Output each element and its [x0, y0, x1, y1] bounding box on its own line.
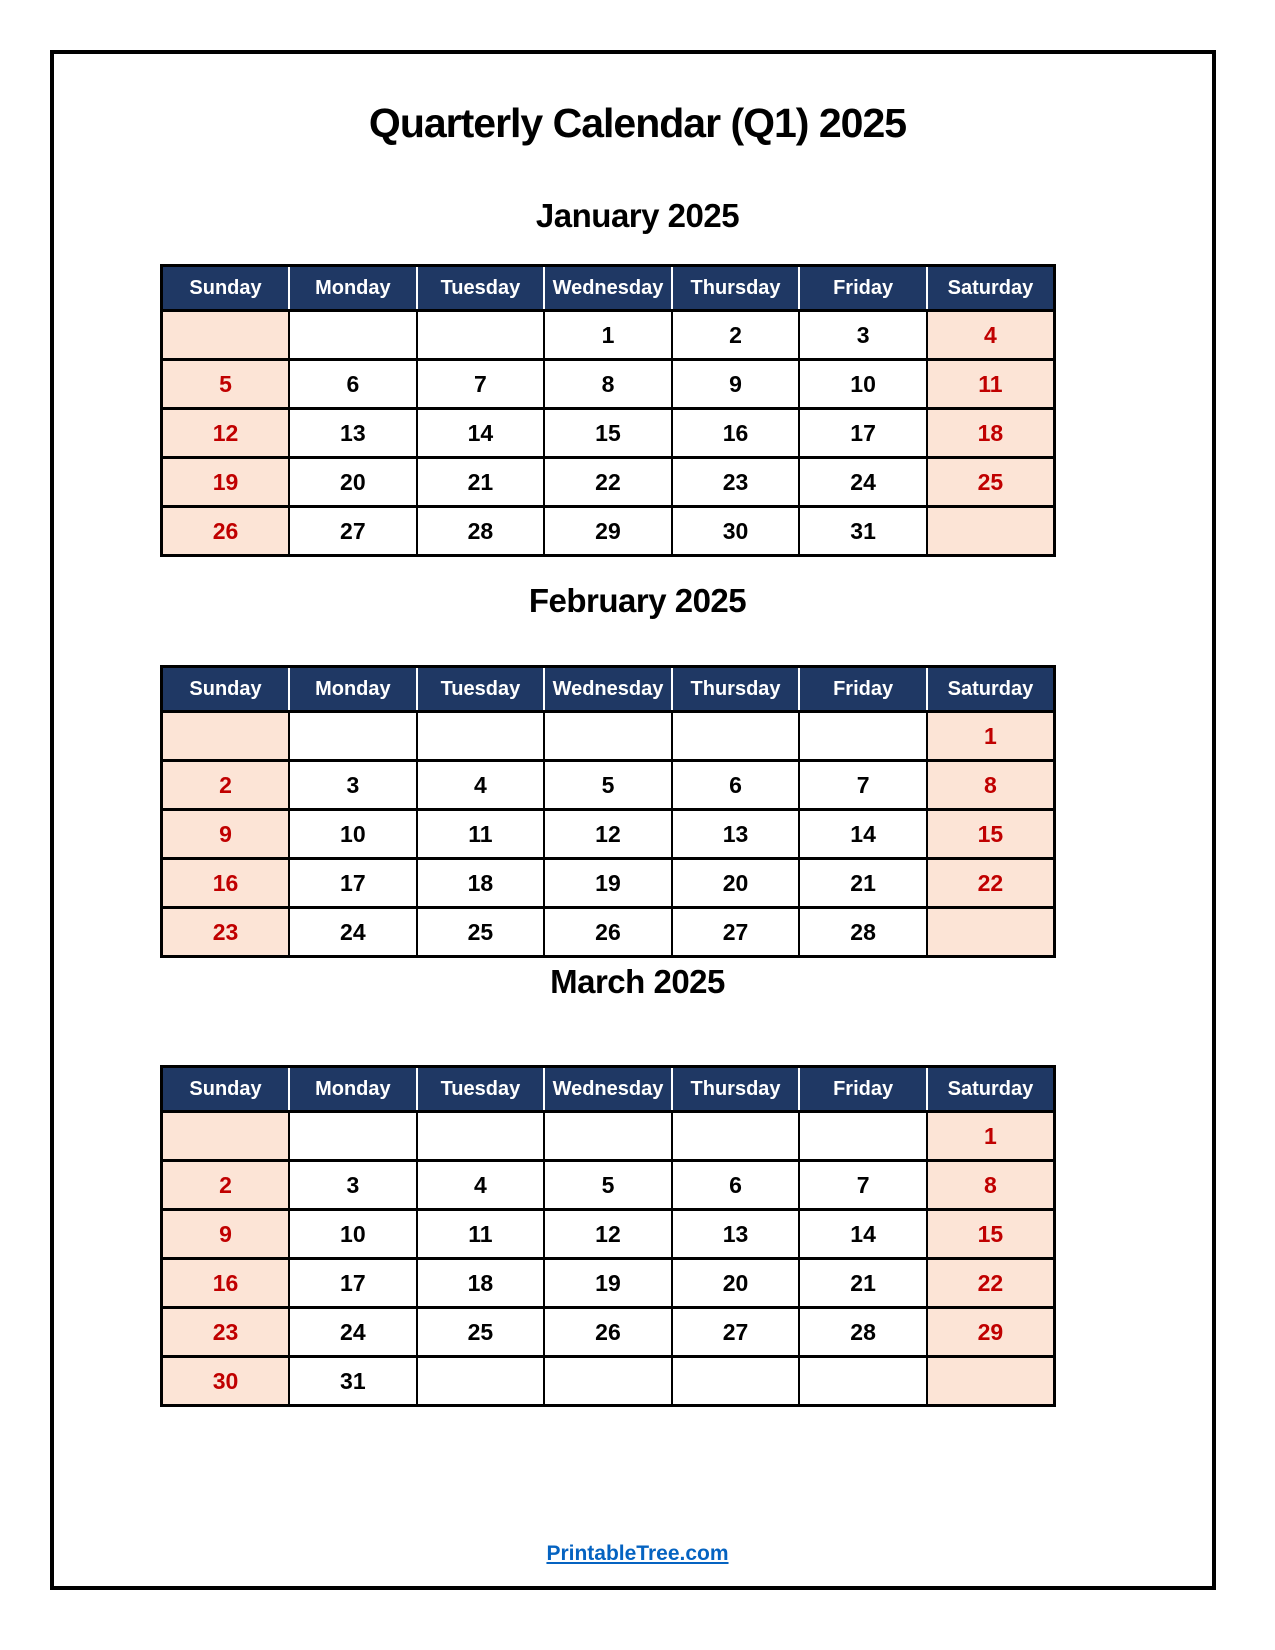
day-cell: 24	[799, 458, 927, 507]
day-cell-empty	[417, 712, 545, 761]
weekday-header-cell: Wednesday	[544, 667, 672, 712]
day-cell: 7	[799, 761, 927, 810]
day-cell: 29	[927, 1308, 1055, 1357]
weekday-header-cell: Thursday	[672, 266, 800, 311]
day-cell: 18	[417, 859, 545, 908]
calendar-week-row	[162, 1112, 1055, 1161]
weekday-header-cell: Tuesday	[417, 667, 545, 712]
day-cell: 27	[672, 1308, 800, 1357]
weekday-header-cell: Saturday	[927, 667, 1055, 712]
day-cell: 8	[544, 360, 672, 409]
month-calendar-table	[160, 1065, 1056, 1407]
calendar-week-row	[162, 1161, 1055, 1210]
day-cell-empty	[162, 1112, 290, 1161]
day-cell-empty	[162, 311, 290, 360]
day-cell: 21	[799, 859, 927, 908]
day-cell: 26	[162, 507, 290, 556]
calendar-week-row	[162, 908, 1055, 957]
day-cell-empty	[289, 1112, 417, 1161]
day-cell: 6	[672, 1161, 800, 1210]
weekday-header-cell: Sunday	[162, 266, 290, 311]
weekday-header-cell: Sunday	[162, 1067, 290, 1112]
calendar-week-row	[162, 712, 1055, 761]
day-cell: 26	[544, 908, 672, 957]
weekday-header-cell: Wednesday	[544, 1067, 672, 1112]
day-cell: 15	[927, 1210, 1055, 1259]
day-cell: 11	[417, 810, 545, 859]
weekday-header-cell: Friday	[799, 266, 927, 311]
day-cell: 2	[672, 311, 800, 360]
calendar-week-row	[162, 458, 1055, 507]
weekday-header-row	[162, 667, 1055, 712]
day-cell: 17	[289, 859, 417, 908]
day-cell: 14	[417, 409, 545, 458]
weekday-header-cell: Friday	[799, 1067, 927, 1112]
day-cell: 31	[799, 507, 927, 556]
day-cell: 17	[289, 1259, 417, 1308]
weekday-header-cell: Monday	[289, 266, 417, 311]
day-cell: 20	[672, 859, 800, 908]
day-cell: 3	[289, 761, 417, 810]
day-cell: 7	[417, 360, 545, 409]
day-cell: 20	[672, 1259, 800, 1308]
weekday-header-cell: Monday	[289, 667, 417, 712]
day-cell-empty	[417, 311, 545, 360]
day-cell: 7	[799, 1161, 927, 1210]
month-title: February 2025	[528, 582, 747, 619]
page-title: Quarterly Calendar (Q1) 2025	[368, 100, 907, 146]
day-cell: 24	[289, 1308, 417, 1357]
calendar-week-row	[162, 311, 1055, 360]
day-cell: 22	[927, 859, 1055, 908]
day-cell: 3	[799, 311, 927, 360]
day-cell-empty	[927, 1357, 1055, 1406]
calendar-week-row	[162, 1357, 1055, 1406]
day-cell: 27	[289, 507, 417, 556]
day-cell: 8	[927, 1161, 1055, 1210]
day-cell-empty	[672, 1357, 800, 1406]
day-cell-empty	[799, 1112, 927, 1161]
day-cell-empty	[799, 712, 927, 761]
weekday-header-row	[162, 266, 1055, 311]
day-cell: 2	[162, 761, 290, 810]
day-cell: 1	[927, 1112, 1055, 1161]
day-cell: 10	[289, 810, 417, 859]
weekday-header-row	[162, 1067, 1055, 1112]
day-cell: 5	[544, 761, 672, 810]
day-cell-empty	[417, 1112, 545, 1161]
day-cell: 9	[672, 360, 800, 409]
day-cell-empty	[162, 712, 290, 761]
day-cell: 19	[162, 458, 290, 507]
day-cell: 14	[799, 1210, 927, 1259]
day-cell: 16	[162, 1259, 290, 1308]
day-cell: 24	[289, 908, 417, 957]
day-cell: 16	[672, 409, 800, 458]
day-cell: 1	[544, 311, 672, 360]
day-cell: 9	[162, 810, 290, 859]
calendar-week-row	[162, 810, 1055, 859]
footer	[0, 1542, 1275, 1566]
weekday-header-cell: Tuesday	[417, 1067, 545, 1112]
day-cell: 4	[417, 1161, 545, 1210]
weekday-header-cell: Sunday	[162, 667, 290, 712]
day-cell: 31	[289, 1357, 417, 1406]
day-cell: 3	[289, 1161, 417, 1210]
day-cell: 10	[799, 360, 927, 409]
day-cell: 12	[544, 1210, 672, 1259]
day-cell-empty	[289, 311, 417, 360]
day-cell: 9	[162, 1210, 290, 1259]
month-title: January 2025	[535, 197, 740, 234]
day-cell: 6	[672, 761, 800, 810]
month-calendar-table	[160, 665, 1056, 958]
calendar-week-row	[162, 507, 1055, 556]
weekday-header-cell: Saturday	[927, 1067, 1055, 1112]
day-cell-empty	[927, 908, 1055, 957]
day-cell-empty	[927, 507, 1055, 556]
day-cell-empty	[672, 712, 800, 761]
day-cell: 15	[544, 409, 672, 458]
day-cell: 18	[417, 1259, 545, 1308]
day-cell: 30	[162, 1357, 290, 1406]
calendar-week-row	[162, 1308, 1055, 1357]
day-cell: 5	[162, 360, 290, 409]
day-cell: 13	[672, 1210, 800, 1259]
day-cell-empty	[544, 1112, 672, 1161]
day-cell: 12	[544, 810, 672, 859]
day-cell: 22	[927, 1259, 1055, 1308]
day-cell: 25	[417, 908, 545, 957]
day-cell: 22	[544, 458, 672, 507]
weekday-header-cell: Wednesday	[544, 266, 672, 311]
day-cell: 23	[672, 458, 800, 507]
calendar-week-row	[162, 1259, 1055, 1308]
weekday-header-cell: Thursday	[672, 667, 800, 712]
day-cell: 17	[799, 409, 927, 458]
day-cell: 19	[544, 859, 672, 908]
day-cell: 11	[927, 360, 1055, 409]
day-cell: 21	[417, 458, 545, 507]
day-cell: 11	[417, 1210, 545, 1259]
day-cell: 23	[162, 1308, 290, 1357]
day-cell-empty	[544, 712, 672, 761]
calendar-week-row	[162, 360, 1055, 409]
calendar-week-row	[162, 1210, 1055, 1259]
day-cell: 25	[417, 1308, 545, 1357]
day-cell: 30	[672, 507, 800, 556]
day-cell: 28	[417, 507, 545, 556]
day-cell: 28	[799, 908, 927, 957]
calendar-week-row	[162, 409, 1055, 458]
day-cell: 4	[927, 311, 1055, 360]
day-cell: 1	[927, 712, 1055, 761]
day-cell: 27	[672, 908, 800, 957]
day-cell: 15	[927, 810, 1055, 859]
day-cell: 21	[799, 1259, 927, 1308]
day-cell: 6	[289, 360, 417, 409]
day-cell-empty	[417, 1357, 545, 1406]
day-cell-empty	[672, 1112, 800, 1161]
day-cell: 13	[289, 409, 417, 458]
calendar-week-row	[162, 761, 1055, 810]
day-cell: 23	[162, 908, 290, 957]
month-title: March 2025	[550, 963, 725, 1000]
day-cell-empty	[544, 1357, 672, 1406]
day-cell: 29	[544, 507, 672, 556]
day-cell-empty	[799, 1357, 927, 1406]
weekday-header-cell: Tuesday	[417, 266, 545, 311]
day-cell: 8	[927, 761, 1055, 810]
calendar-week-row	[162, 859, 1055, 908]
month-calendar-table	[160, 264, 1056, 557]
day-cell: 16	[162, 859, 290, 908]
day-cell: 26	[544, 1308, 672, 1357]
day-cell: 14	[799, 810, 927, 859]
footer-link[interactable]: PrintableTree.com	[546, 1542, 729, 1565]
day-cell-empty	[289, 712, 417, 761]
weekday-header-cell: Friday	[799, 667, 927, 712]
day-cell: 4	[417, 761, 545, 810]
day-cell: 12	[162, 409, 290, 458]
day-cell: 2	[162, 1161, 290, 1210]
weekday-header-cell: Saturday	[927, 266, 1055, 311]
day-cell: 25	[927, 458, 1055, 507]
day-cell: 19	[544, 1259, 672, 1308]
day-cell: 10	[289, 1210, 417, 1259]
day-cell: 20	[289, 458, 417, 507]
weekday-header-cell: Monday	[289, 1067, 417, 1112]
day-cell: 5	[544, 1161, 672, 1210]
day-cell: 28	[799, 1308, 927, 1357]
day-cell: 18	[927, 409, 1055, 458]
weekday-header-cell: Thursday	[672, 1067, 800, 1112]
day-cell: 13	[672, 810, 800, 859]
